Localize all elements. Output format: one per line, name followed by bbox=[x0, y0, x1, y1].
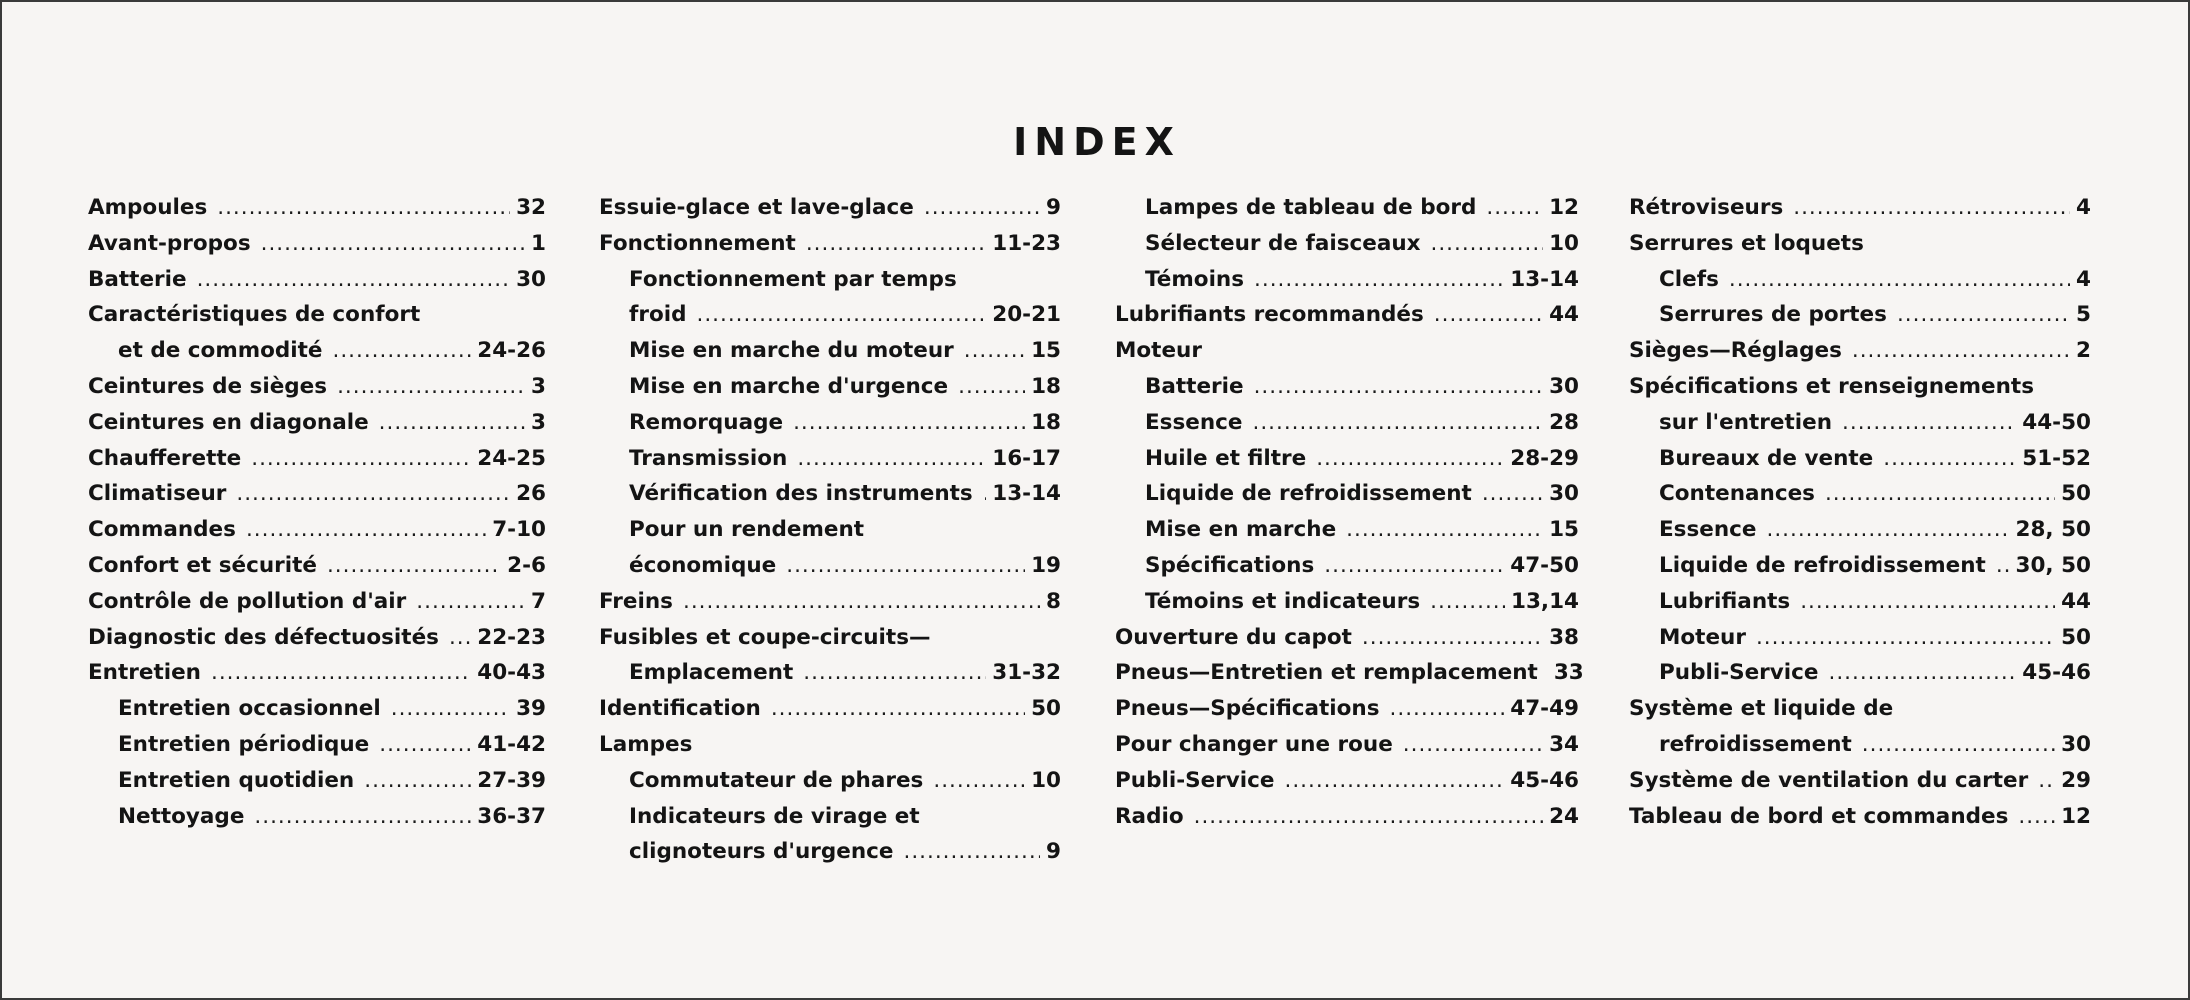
dot-leader bbox=[983, 476, 987, 512]
index-entry-label: Essuie-glace et lave-glace bbox=[599, 195, 914, 220]
index-entry-page: 38 bbox=[1549, 624, 1579, 650]
dot-leader bbox=[1862, 727, 2055, 763]
index-entry bbox=[1629, 441, 2091, 477]
index-entry-page: 30 bbox=[516, 266, 546, 292]
index-entry-page: 28 bbox=[1549, 409, 1579, 435]
index-entry bbox=[599, 727, 1061, 763]
index-entry bbox=[1629, 262, 2091, 298]
dot-leader bbox=[1883, 441, 2016, 477]
index-entry bbox=[1115, 190, 1579, 226]
index-entry-page: 10 bbox=[1549, 230, 1579, 256]
dot-leader bbox=[217, 190, 510, 226]
index-entry-page: 36-37 bbox=[477, 803, 546, 829]
page-title: INDEX bbox=[1013, 120, 1181, 164]
index-entry-label: Vérification des instruments bbox=[629, 481, 973, 507]
index-entry-label: Pour changer une roue bbox=[1115, 731, 1393, 757]
index-entry-page: 15 bbox=[1031, 338, 1061, 364]
index-entry-label: Témoins bbox=[1145, 266, 1245, 292]
index-entry bbox=[88, 691, 546, 727]
index-entry-label: Liquide de refroidissement bbox=[1659, 552, 1986, 578]
dot-leader bbox=[254, 799, 471, 835]
index-entry bbox=[599, 333, 1061, 369]
index-entry-label: Lubrifiants bbox=[1659, 588, 1791, 614]
index-entry-page: 2 bbox=[2076, 338, 2091, 364]
index-entry-page: 7-10 bbox=[492, 517, 546, 543]
index-entry-label: Pneus—Spécifications bbox=[1115, 696, 1380, 722]
index-entry-page: 20-21 bbox=[992, 302, 1061, 328]
dot-leader bbox=[793, 405, 1025, 441]
index-entry-label: Essence bbox=[1659, 517, 1757, 543]
index-entry bbox=[599, 512, 1061, 548]
dot-leader bbox=[2038, 763, 2055, 799]
dot-leader bbox=[364, 763, 471, 799]
dot-leader bbox=[786, 548, 1025, 584]
dot-leader bbox=[771, 691, 1025, 727]
index-entry-label: Serrures de portes bbox=[1659, 302, 1887, 328]
index-entry-page: 26 bbox=[516, 481, 546, 507]
dot-leader bbox=[1482, 476, 1543, 512]
index-entry-label: Mise en marche d'urgence bbox=[629, 373, 949, 399]
index-entry bbox=[1629, 297, 2091, 333]
index-entry bbox=[88, 297, 546, 333]
index-entry bbox=[88, 369, 546, 405]
index-entry-label: Sélecteur de faisceaux bbox=[1145, 230, 1421, 256]
index-entry-label: Lampes bbox=[599, 731, 693, 757]
index-entry-page: 51-52 bbox=[2022, 445, 2091, 471]
index-entry-page: 30 bbox=[1549, 373, 1579, 399]
dot-leader bbox=[1324, 548, 1504, 584]
index-entry-page: 34 bbox=[1549, 731, 1579, 757]
dot-leader bbox=[337, 369, 525, 405]
index-entry bbox=[1115, 369, 1579, 405]
dot-leader bbox=[1346, 512, 1543, 548]
index-entry bbox=[1629, 655, 2091, 691]
dot-leader bbox=[197, 262, 510, 298]
dot-leader bbox=[1254, 369, 1543, 405]
index-entry bbox=[88, 226, 546, 262]
index-entry-label: Entretien périodique bbox=[118, 731, 370, 757]
index-entry bbox=[1115, 727, 1579, 763]
index-entry-page: 50 bbox=[2061, 624, 2091, 650]
index-entry-label: Entretien quotidien bbox=[118, 767, 355, 793]
dot-leader bbox=[379, 727, 471, 763]
dot-leader bbox=[1254, 262, 1504, 298]
index-entry-label: Chaufferette bbox=[88, 445, 242, 471]
index-entry-page: 13,14 bbox=[1510, 588, 1579, 614]
index-entry-label: Remorquage bbox=[629, 409, 784, 435]
index-entry-label: Radio bbox=[1115, 803, 1184, 829]
index-entry-label: Tableau de bord et commandes bbox=[1629, 803, 2009, 829]
index-entry bbox=[599, 262, 1061, 298]
index-entry-label: Mise en marche du moteur bbox=[629, 338, 954, 364]
index-entry-label: Avant-propos bbox=[88, 230, 251, 256]
index-entry bbox=[1115, 333, 1579, 369]
index-entry-label: Commandes bbox=[88, 517, 236, 543]
index-entry-page: 18 bbox=[1031, 373, 1061, 399]
index-entry bbox=[1115, 691, 1579, 727]
index-entry-label: Ampoules bbox=[88, 195, 208, 220]
index-entry-label: Spécifications bbox=[1145, 552, 1315, 578]
index-entry bbox=[1629, 512, 2091, 548]
index-entry-label: Emplacement bbox=[629, 660, 794, 686]
index-entry-page: 12 bbox=[1549, 195, 1579, 220]
index-entry-label: Ceintures en diagonale bbox=[88, 409, 369, 435]
index-entry bbox=[599, 799, 1061, 835]
index-entry-label: Huile et filtre bbox=[1145, 445, 1307, 471]
index-entry-label: Diagnostic des défectuosités bbox=[88, 624, 439, 650]
index-entry-label: Mise en marche bbox=[1145, 517, 1337, 543]
index-entry-page: 30 bbox=[2061, 731, 2091, 757]
index-entry bbox=[599, 297, 1061, 333]
dot-leader bbox=[797, 441, 986, 477]
index-entry-page: 24 bbox=[1549, 803, 1579, 829]
index-entry-label: Lampes de tableau de bord bbox=[1145, 195, 1477, 220]
index-entry bbox=[88, 727, 546, 763]
index-entry-page: 13-14 bbox=[992, 481, 1061, 507]
dot-leader bbox=[251, 441, 471, 477]
index-entry-page: 24-26 bbox=[477, 338, 546, 364]
dot-leader bbox=[1842, 405, 2016, 441]
index-entry-label: Entretien occasionnel bbox=[118, 696, 381, 722]
index-entry-label: Nettoyage bbox=[118, 803, 245, 829]
index-entry-page: 39 bbox=[516, 696, 546, 722]
dot-leader bbox=[391, 691, 510, 727]
dot-leader bbox=[1430, 584, 1505, 620]
index-entry bbox=[1115, 763, 1579, 799]
index-entry-label: froid bbox=[629, 302, 687, 328]
index-entry bbox=[599, 655, 1061, 691]
index-entry bbox=[1115, 476, 1579, 512]
index-entry bbox=[1629, 763, 2091, 799]
index-entry bbox=[1115, 441, 1579, 477]
dot-leader bbox=[1825, 476, 2055, 512]
index-entry-label: Fonctionnement bbox=[599, 230, 796, 256]
dot-leader bbox=[416, 584, 525, 620]
dot-leader bbox=[697, 297, 987, 333]
index-entry-label: Batterie bbox=[1145, 373, 1244, 399]
index-entry-page: 8 bbox=[1046, 588, 1061, 614]
index-entry-label: Système de ventilation du carter bbox=[1629, 767, 2029, 793]
dot-leader bbox=[449, 620, 471, 656]
index-entry-label: Ouverture du capot bbox=[1115, 624, 1352, 650]
dot-leader bbox=[1767, 512, 2010, 548]
index-entry bbox=[1115, 548, 1579, 584]
index-entry bbox=[1115, 297, 1579, 333]
index-entry-label: Publi-Service bbox=[1659, 660, 1819, 686]
dot-leader bbox=[904, 834, 1041, 870]
index-entry-page: 28-29 bbox=[1510, 445, 1579, 471]
index-entry bbox=[599, 763, 1061, 799]
index-entry-label: Batterie bbox=[88, 266, 187, 292]
index-entry-page: 32 bbox=[516, 195, 546, 220]
dot-leader bbox=[1390, 691, 1505, 727]
index-entry bbox=[1115, 620, 1579, 656]
index-entry-label: Essence bbox=[1145, 409, 1243, 435]
index-entry bbox=[1629, 620, 2091, 656]
index-entry-label: Lubrifiants recommandés bbox=[1115, 302, 1424, 328]
dot-leader bbox=[379, 405, 525, 441]
index-entry-page: 10 bbox=[1031, 767, 1061, 793]
dot-leader bbox=[327, 548, 501, 584]
index-entry bbox=[88, 584, 546, 620]
index-entry-page: 47-50 bbox=[1510, 552, 1579, 578]
index-column-4 bbox=[1629, 190, 2091, 834]
index-entry bbox=[88, 405, 546, 441]
index-entry-label: Fusibles et coupe-circuits— bbox=[599, 624, 931, 650]
index-entry-page: 50 bbox=[2061, 481, 2091, 507]
dot-leader bbox=[246, 512, 486, 548]
index-entry bbox=[88, 620, 546, 656]
dot-leader bbox=[683, 584, 1040, 620]
dot-leader bbox=[1897, 297, 2070, 333]
index-entry-page: 28, 50 bbox=[2015, 517, 2091, 543]
index-entry bbox=[1629, 369, 2091, 405]
dot-leader bbox=[1253, 405, 1544, 441]
index-entry bbox=[1115, 262, 1579, 298]
index-entry-page: 19 bbox=[1031, 552, 1061, 578]
dot-leader bbox=[1996, 548, 2010, 584]
index-entry-page: 3 bbox=[531, 373, 546, 399]
index-entry bbox=[599, 369, 1061, 405]
dot-leader bbox=[1434, 297, 1543, 333]
index-entry-label: Sièges—Réglages bbox=[1629, 338, 1842, 364]
index-entry bbox=[599, 441, 1061, 477]
dot-leader bbox=[1852, 333, 2070, 369]
index-entry bbox=[1629, 727, 2091, 763]
index-entry-label: Contrôle de pollution d'air bbox=[88, 588, 407, 614]
dot-leader bbox=[806, 226, 986, 262]
index-entry-page: 45-46 bbox=[2022, 660, 2091, 686]
dot-leader bbox=[1431, 226, 1544, 262]
index-entry-label: Bureaux de vente bbox=[1659, 445, 1874, 471]
dot-leader bbox=[1486, 190, 1543, 226]
index-entry-label: et de commodité bbox=[118, 338, 323, 364]
dot-leader bbox=[1316, 441, 1504, 477]
index-entry-page: 4 bbox=[2076, 266, 2091, 292]
dot-leader bbox=[1829, 655, 2017, 691]
index-entry bbox=[88, 441, 546, 477]
index-entry bbox=[1629, 691, 2091, 727]
index-entry bbox=[1115, 655, 1584, 691]
index-entry bbox=[599, 691, 1061, 727]
index-entry-page: 18 bbox=[1031, 409, 1061, 435]
index-entry bbox=[599, 476, 1061, 512]
index-entry-label: Publi-Service bbox=[1115, 767, 1275, 793]
index-entry-page: 50 bbox=[1031, 696, 1061, 722]
index-column-1 bbox=[88, 190, 546, 834]
index-entry bbox=[1115, 226, 1579, 262]
index-entry-label: Serrures et loquets bbox=[1629, 230, 1864, 256]
index-entry-label: Indicateurs de virage et bbox=[629, 803, 920, 829]
index-entry bbox=[599, 548, 1061, 584]
index-entry bbox=[599, 584, 1061, 620]
index-entry-label: refroidissement bbox=[1659, 731, 1852, 757]
index-entry-page: 9 bbox=[1046, 839, 1061, 865]
index-entry bbox=[1115, 584, 1579, 620]
index-entry-page: 9 bbox=[1046, 195, 1061, 220]
index-entry-page: 44 bbox=[2061, 588, 2091, 614]
index-entry-label: Moteur bbox=[1659, 624, 1746, 650]
index-column-2 bbox=[599, 190, 1061, 870]
index-entry bbox=[599, 226, 1061, 262]
dot-leader bbox=[924, 190, 1040, 226]
index-entry bbox=[1115, 799, 1579, 835]
index-entry-label: Pneus—Entretien et remplacement bbox=[1115, 660, 1538, 686]
dot-leader bbox=[964, 333, 1025, 369]
dot-leader bbox=[211, 655, 471, 691]
index-entry bbox=[599, 190, 1061, 226]
index-entry-label: Caractéristiques de confort bbox=[88, 302, 421, 328]
index-entry-page: 5 bbox=[2076, 302, 2091, 328]
index-entry bbox=[1629, 190, 2091, 226]
dot-leader bbox=[1403, 727, 1543, 763]
index-entry bbox=[1629, 584, 2091, 620]
index-entry-page: 11-23 bbox=[992, 230, 1061, 256]
index-entry-label: clignoteurs d'urgence bbox=[629, 839, 894, 865]
index-entry-label: sur l'entretien bbox=[1659, 409, 1833, 435]
index-entry-label: Identification bbox=[599, 696, 761, 722]
index-entry bbox=[599, 620, 1061, 656]
dot-leader bbox=[1194, 799, 1543, 835]
index-entry-label: Freins bbox=[599, 588, 673, 614]
dot-leader bbox=[1800, 584, 2055, 620]
index-entry-page: 3 bbox=[531, 409, 546, 435]
index-column-3 bbox=[1115, 190, 1584, 834]
index-entry-label: Liquide de refroidissement bbox=[1145, 481, 1472, 507]
index-entry bbox=[599, 405, 1061, 441]
index-entry-page: 2-6 bbox=[507, 552, 546, 578]
dot-leader bbox=[236, 476, 510, 512]
dot-leader bbox=[803, 655, 986, 691]
index-entry bbox=[88, 262, 546, 298]
index-entry-page: 44 bbox=[1549, 302, 1579, 328]
index-entry bbox=[88, 476, 546, 512]
index-entry-label: Fonctionnement par temps bbox=[629, 266, 957, 292]
index-entry bbox=[88, 333, 546, 369]
index-entry-label: Rétroviseurs bbox=[1629, 195, 1784, 220]
index-entry-page: 41-42 bbox=[477, 731, 546, 757]
index-entry-page: 16-17 bbox=[992, 445, 1061, 471]
index-entry-page: 7 bbox=[531, 588, 546, 614]
index-entry bbox=[88, 512, 546, 548]
index-entry-page: 31-32 bbox=[992, 660, 1061, 686]
index-entry-label: Contenances bbox=[1659, 481, 1815, 507]
dot-leader bbox=[1285, 763, 1505, 799]
index-entry-page: 1 bbox=[531, 230, 546, 256]
index-entry-label: Commutateur de phares bbox=[629, 767, 924, 793]
dot-leader bbox=[261, 226, 525, 262]
dot-leader bbox=[2018, 799, 2055, 835]
index-entry-page: 13-14 bbox=[1510, 266, 1579, 292]
dot-leader bbox=[1756, 620, 2055, 656]
dot-leader bbox=[1362, 620, 1543, 656]
index-entry-page: 30 bbox=[1549, 481, 1579, 507]
dot-leader bbox=[933, 763, 1025, 799]
index-entry bbox=[1115, 512, 1579, 548]
index-entry-page: 45-46 bbox=[1510, 767, 1579, 793]
index-entry bbox=[88, 799, 546, 835]
index-entry bbox=[1629, 476, 2091, 512]
dot-leader bbox=[958, 369, 1025, 405]
index-entry bbox=[1115, 405, 1579, 441]
index-entry bbox=[1629, 548, 2091, 584]
index-entry-page: 4 bbox=[2076, 195, 2091, 220]
index-entry-page: 47-49 bbox=[1510, 696, 1579, 722]
index-entry-page: 29 bbox=[2061, 767, 2091, 793]
index-entry bbox=[88, 763, 546, 799]
dot-leader bbox=[1729, 262, 2070, 298]
index-entry-page: 22-23 bbox=[477, 624, 546, 650]
index-entry bbox=[599, 834, 1061, 870]
index-entry-label: Climatiseur bbox=[88, 481, 227, 507]
index-entry-page: 40-43 bbox=[477, 660, 546, 686]
index-entry-page: 30, 50 bbox=[2015, 552, 2091, 578]
index-entry-page: 12 bbox=[2061, 803, 2091, 829]
index-entry-label: Ceintures de sièges bbox=[88, 373, 328, 399]
index-entry bbox=[1629, 333, 2091, 369]
index-entry bbox=[88, 548, 546, 584]
index-entry-label: Moteur bbox=[1115, 338, 1202, 364]
index-entry-label: Confort et sécurité bbox=[88, 552, 317, 578]
index-entry bbox=[1629, 405, 2091, 441]
index-entry-label: Système et liquide de bbox=[1629, 696, 1894, 722]
index-entry-page: 24-25 bbox=[477, 445, 546, 471]
index-entry-page: 27-39 bbox=[477, 767, 546, 793]
index-entry-page: 15 bbox=[1549, 517, 1579, 543]
index-entry-label: économique bbox=[629, 552, 777, 578]
dot-leader bbox=[1793, 190, 2070, 226]
index-entry bbox=[88, 655, 546, 691]
index-entry bbox=[1629, 799, 2091, 835]
index-entry bbox=[88, 190, 546, 226]
index-entry-page: 44-50 bbox=[2022, 409, 2091, 435]
index-entry-page: 33 bbox=[1553, 660, 1584, 686]
index-entry-label: Transmission bbox=[629, 445, 788, 471]
index-entry-label: Entretien bbox=[88, 660, 201, 686]
index-entry-label: Clefs bbox=[1659, 266, 1719, 292]
index-entry-label: Spécifications et renseignements bbox=[1629, 373, 2034, 399]
index-entry-label: Pour un rendement bbox=[629, 517, 865, 543]
dot-leader bbox=[333, 333, 472, 369]
index-entry-label: Témoins et indicateurs bbox=[1145, 588, 1421, 614]
index-entry bbox=[1629, 226, 2091, 262]
